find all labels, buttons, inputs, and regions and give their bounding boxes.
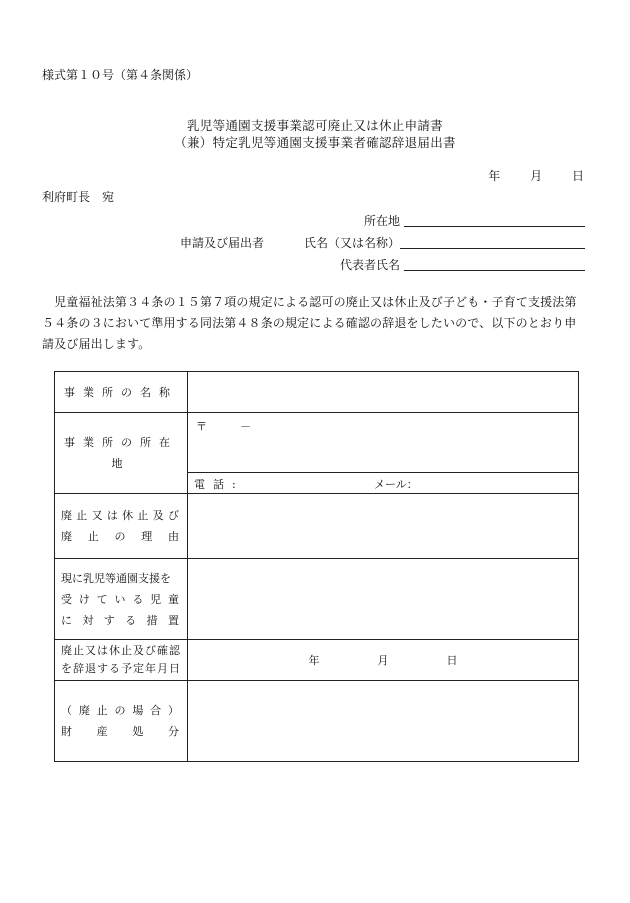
label-char: に [61,613,72,627]
measures-label [55,589,187,610]
reason-label [55,526,187,547]
label-char: （ [61,704,72,717]
scheduled-date-label: 廃止又は休止及び確認 [61,644,181,657]
label-char: 分 [167,725,179,738]
label-char: 受 [61,592,72,606]
date-day-label: 日 [571,169,584,183]
label-char: 由 [168,530,179,543]
body-line: ５４条の３において準用する同法第４８条の規定による確認の辞退をしたいので、以下のとおり申 [42,316,577,330]
table-row [55,413,579,473]
label-char: 止 [76,509,88,522]
scheduled-day-label: 日 [446,654,458,667]
body-line: 児童福祉法第３４条の１５第７項の規定による認可の廃止又は休止及び子ども・子育て支援法第 [42,295,577,309]
table-row [55,372,579,413]
label-char: 廃 [78,704,90,717]
application-table [54,371,579,762]
form-number: 様式第１０号（第４条関係） [42,68,199,82]
label-char: 童 [167,592,179,606]
form-title: 乳児等通園支援事業認可廃止又は休止申請書 [186,118,443,133]
label-char: る [132,592,144,606]
measures-label: 現に乳児等通園支援を [61,571,171,585]
body-line: 請及び届出します。 [42,337,151,351]
label-char: ） [167,704,179,717]
table-row [55,559,579,640]
property-label-cell [55,681,188,762]
label-char: す [103,613,115,627]
label-char: は [106,509,118,522]
table-row [55,681,579,762]
submission-date [488,167,584,184]
address-field[interactable] [404,226,585,227]
date-month-label: 月 [530,169,543,183]
label-char: て [96,592,108,606]
label-char: 場 [132,704,144,717]
mail-label: メール： [374,478,418,491]
label-char: 対 [82,613,94,627]
address-label: 所在地 [364,214,401,228]
label-char: 止 [96,704,108,717]
label-char: 止 [87,530,99,543]
scheduled-date-label-cell [55,640,188,681]
label-char: 廃 [61,530,72,543]
label-char: 置 [167,613,179,627]
measures-value[interactable] [188,559,579,640]
label-char: 措 [146,613,158,627]
facility-location-label-cell [55,413,188,494]
label-char: る [125,613,137,627]
measures-label [55,610,187,631]
label-char: び [167,509,179,522]
label-char: 廃 [61,509,72,522]
label-char: 合 [150,704,162,717]
table-row [55,494,579,559]
reason-value[interactable] [188,494,579,559]
label-char: の [114,530,126,543]
contact-value[interactable] [188,473,579,494]
label-char: 財 [61,725,72,738]
applicant-label: 申請及び届出者 [180,236,265,250]
label-char: 止 [137,509,149,522]
label-char: 又 [91,509,103,522]
representative-field[interactable] [404,270,585,271]
table-row [55,640,579,681]
label-char: け [78,592,90,606]
label-char: の [114,704,126,717]
facility-location-label: 事業所の所在地 [64,436,178,470]
label-char: い [114,592,126,606]
facility-name-value[interactable] [188,372,579,413]
scheduled-date-value[interactable] [188,640,579,681]
body-paragraph [42,292,588,355]
name-field[interactable] [400,248,585,249]
addressee: 利府町長 宛 [42,190,115,204]
property-label [55,721,187,742]
name-label: 氏名（又は名称） [304,236,401,250]
property-label [55,700,187,721]
representative-label: 代表者氏名 [340,258,401,272]
date-year-label: 年 [488,169,501,183]
tel-label: 電話: [194,478,244,491]
property-value[interactable] [188,681,579,762]
label-char: 及 [152,509,164,522]
postal-dash: － [240,420,251,433]
facility-address-value[interactable] [188,413,579,473]
measures-label-cell [55,559,188,640]
facility-name-label-cell [55,372,188,413]
scheduled-month-label: 月 [377,654,389,667]
label-char: 処 [132,725,144,738]
reason-label [55,505,187,526]
label-char: 児 [150,592,162,606]
postal-mark: 〒 [196,420,207,433]
label-char: 休 [122,509,134,522]
form-subtitle: （兼）特定乳児等通園支援事業者確認辞退届出書 [174,135,456,150]
label-char: 理 [141,530,153,543]
scheduled-date-label: を辞退する予定年月日 [61,662,181,675]
facility-name-label: 事業所の名称 [64,385,178,399]
label-char: 産 [96,725,108,738]
reason-label-cell [55,494,188,559]
scheduled-year-label: 年 [308,654,320,667]
